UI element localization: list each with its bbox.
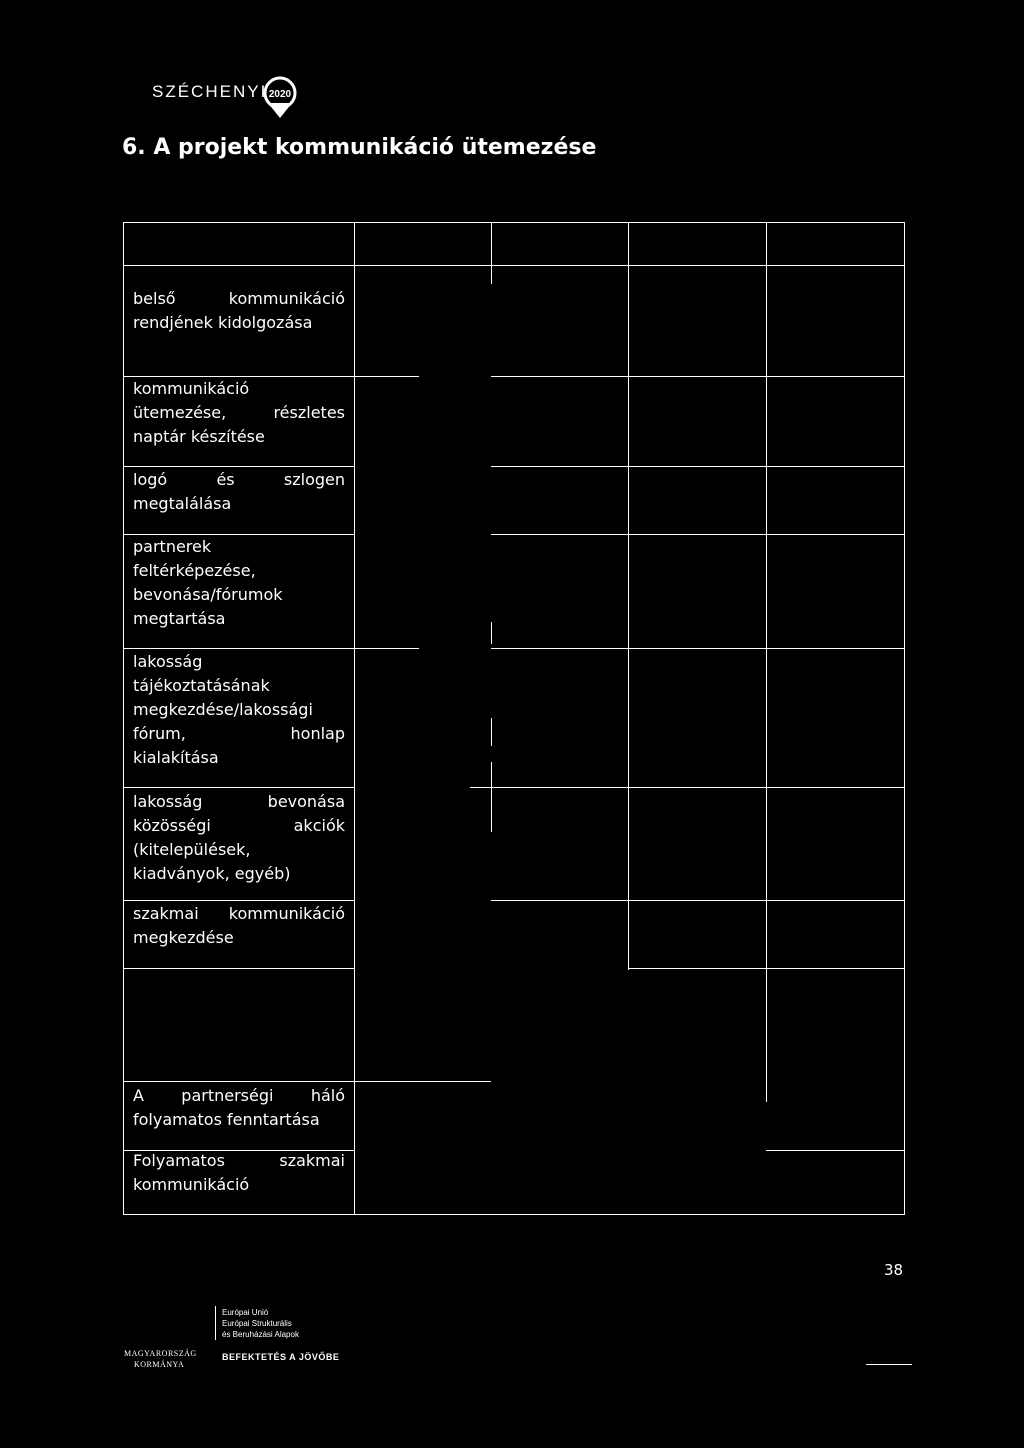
table-row-1: belső kommunikáció rendjének kidolgozása bbox=[133, 289, 345, 332]
table-column-divider-2d bbox=[491, 762, 492, 832]
table-column-divider-3 bbox=[628, 222, 629, 970]
table-row-8: A partnerségi háló folyamatos fenntartása bbox=[133, 1086, 345, 1129]
table-row-6: lakosság bevonása közösségi akciók (kitelepülések, kiadványok, egyéb) bbox=[133, 792, 345, 883]
table-row-4: partnerek feltérképezése, bevonása/fórumok megtartása bbox=[133, 537, 283, 628]
table-row-rule-6a bbox=[123, 900, 354, 901]
table-column-divider-2c bbox=[491, 718, 492, 746]
table-row-rule-4a bbox=[123, 648, 419, 649]
eu-line-3: és Beruházási Alapok bbox=[222, 1330, 299, 1339]
gov-line-2: KORMÁNYA bbox=[134, 1360, 185, 1369]
table-column-divider-4 bbox=[766, 222, 767, 1102]
table-column-divider-2 bbox=[491, 222, 492, 284]
table-row-rule-2b bbox=[491, 466, 905, 467]
table-row-rule-2a bbox=[123, 466, 354, 467]
table-row-rule-8 bbox=[123, 1081, 491, 1082]
table-border-top bbox=[123, 222, 905, 223]
table-row-rule-6b bbox=[491, 900, 905, 901]
footer-slogan: BEFEKTETÉS A JÖVŐBE bbox=[222, 1352, 340, 1362]
table-row-rule-1b bbox=[491, 376, 905, 377]
table-row-2: kommunikáció ütemezése, részletes naptár készítése bbox=[133, 379, 345, 446]
table-border-left bbox=[123, 222, 124, 1215]
government-logo bbox=[124, 1348, 197, 1370]
table-border-right bbox=[904, 222, 905, 1215]
footer-dash bbox=[866, 1364, 912, 1365]
eu-line-2: Európai Strukturális bbox=[222, 1319, 292, 1328]
table-row-rule-7a bbox=[123, 968, 354, 969]
eu-line-1: Európai Unió bbox=[222, 1308, 269, 1317]
table-row-rule-4b bbox=[491, 648, 905, 649]
table-border-bottom bbox=[123, 1214, 905, 1215]
page-number: 38 bbox=[884, 1261, 904, 1279]
table-row-rule-5b bbox=[470, 787, 905, 788]
table-row-9: Folyamatos szakmai kommunikáció bbox=[133, 1151, 345, 1194]
gov-line-1: MAGYARORSZÁG bbox=[124, 1349, 197, 1358]
table-row-7: szakmai kommunikáció megkezdése bbox=[133, 904, 345, 947]
table-row-rule-5a bbox=[123, 787, 354, 788]
table-row-rule-3b bbox=[491, 534, 905, 535]
table-row-5: lakosság tájékoztatásának megkezdése/lakossági fórum, honlap kialakítása bbox=[133, 652, 345, 767]
table-row-rule-9b bbox=[766, 1150, 905, 1151]
table-row-3: logó és szlogen megtalálása bbox=[133, 470, 345, 513]
table-column-divider-2b bbox=[491, 622, 492, 644]
logo-year: 2020 bbox=[268, 89, 292, 100]
eu-funds-logo bbox=[222, 1307, 299, 1340]
table-column-divider-1 bbox=[354, 222, 355, 1215]
page-title: 6. A projekt kommunikáció ütemezése bbox=[122, 135, 597, 160]
szechenyi-2020-badge-icon bbox=[260, 76, 300, 120]
footer-separator bbox=[215, 1306, 216, 1340]
table-row-rule-7b bbox=[628, 968, 905, 969]
logo-text: SZÉCHENYI bbox=[152, 82, 268, 101]
table-header-rule bbox=[123, 265, 905, 266]
